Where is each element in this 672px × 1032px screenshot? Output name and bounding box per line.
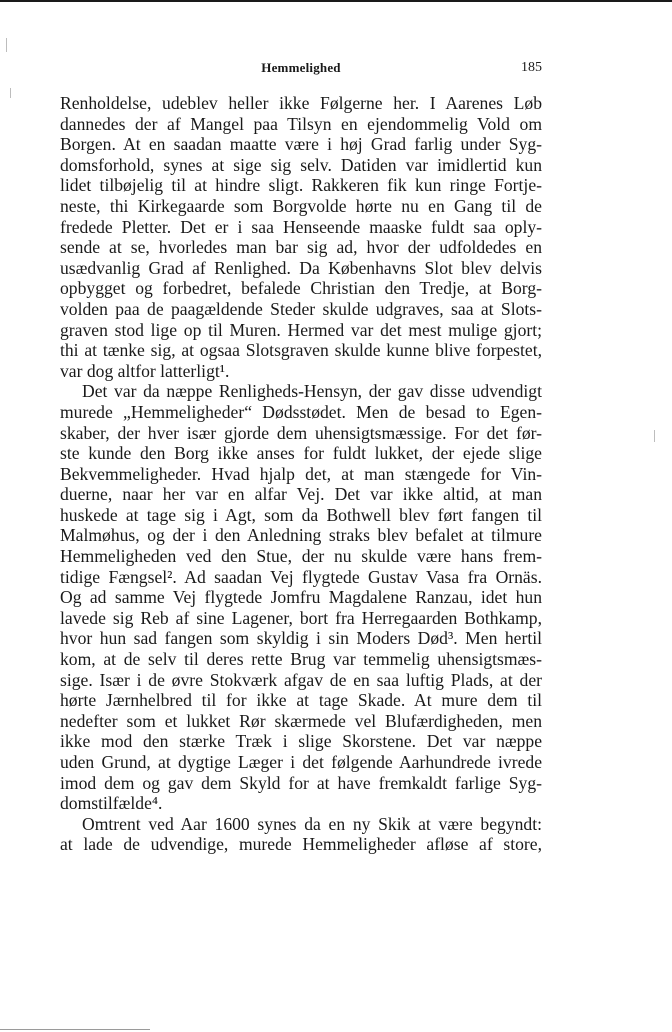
text-line: volden paa de paagældende Steder skulde udgraves, saa at Slots-	[60, 298, 542, 319]
running-head	[60, 60, 542, 78]
text-line: Renholdelse, udeblev heller ikke Følgerne her. I Aarenes Løb	[60, 93, 542, 113]
text-line: lavede sig Reb af sine Lagener, bort fra Herregaarden Bothkamp,	[60, 607, 542, 628]
scan-margin-mark	[6, 38, 7, 52]
paragraph-3	[60, 814, 542, 855]
text-line: hvor hun sad fangen som skyldig i sin Moders Død³. Men hertil	[60, 628, 542, 649]
text-line: dannedes der af Mangel paa Tilsyn en ejendommelig Vold om	[60, 113, 542, 134]
top-border-rule	[0, 0, 672, 2]
page-number: 185	[521, 60, 542, 75]
text-line: usædvanlig Grad af Renlighed. Da Københavns Slot blev delvis	[60, 257, 542, 278]
text-line: uden Grund, at dygtige Læger i det følgende Aarhundrede ivrede	[60, 752, 542, 772]
text-line: huskede at tage sig i Agt, som da Bothwell blev ført fangen til	[60, 504, 542, 525]
paragraph-1	[60, 93, 542, 381]
text-line: domsforhold, synes at sige sig selv. Datiden var imidlertid kun	[60, 154, 542, 175]
text-line: Og ad samme Vej flygtede Jomfru Magdalene Ranzau, idet hun	[60, 587, 542, 608]
text-line: neste, thi Kirkegaarde som Borgvolde hørte nu en Gang til de	[60, 195, 542, 216]
scan-margin-mark	[10, 88, 11, 98]
text-line: murede „Hemmeligheder“ Dødsstødet. Men de besad to Egen-	[60, 401, 542, 422]
text-line: Hemmeligheden ved den Stue, der nu skulde være hans frem-	[60, 546, 542, 567]
text-line: Det var da næppe Renligheds-Hensyn, der gav disse udvendigt	[82, 381, 542, 402]
text-line: ste kunde den Borg ikke anses for fuldt lukket, der ejede slige	[60, 443, 542, 464]
running-title: Hemmelighed	[261, 60, 341, 75]
text-line: skaber, der hver især gjorde dem uhensigtsmæssige. For det før-	[60, 422, 542, 443]
text-line: Malmøhus, og der i den Anledning straks blev befalet at tilmure	[60, 525, 542, 546]
text-line: sige. Især i de øvre Stokværk afgav de en saa luftig Plads, at der	[60, 669, 542, 690]
text-line: nedefter som et lukket Rør skærmede vel Blufærdigheden, men	[60, 710, 542, 731]
text-line: duerne, naar her var en alfar Vej. Det var ikke altid, at man	[60, 484, 542, 505]
bottom-edge-rule	[0, 1029, 150, 1030]
text-line: kom, at de selv til deres rette Brug var temmelig uhensigtsmæs-	[60, 649, 542, 670]
text-line: lidet tilbøjelig til at hindre sligt. Rakkeren fik kun ringe Fortje-	[60, 175, 542, 196]
paragraph-2	[60, 381, 542, 813]
text-line: graven stod lige op til Muren. Hermed var det mest mulige gjort;	[60, 319, 542, 340]
text-line: at lade de udvendige, murede Hemmeligheder afløse af store,	[60, 834, 542, 855]
text-line: domstilfælde⁴.	[60, 793, 163, 814]
text-line: opbygget og forbedret, befalede Christian den Tredje, at Borg-	[60, 278, 542, 299]
text-line: fredede Pletter. Det er i saa Henseende maaske fuldt saa oply-	[60, 216, 542, 237]
text-line: Omtrent ved Aar 1600 synes da en ny Skik at være begyndt:	[82, 813, 542, 834]
text-line: ikke mod den stærke Træk i slige Skorstene. Det var næppe	[60, 731, 542, 752]
text-line: var dog altfor latterligt¹.	[60, 360, 230, 381]
text-line: imod dem og gav dem Skyld for at have fremkaldt farlige Syg-	[60, 772, 542, 793]
text-line: hørte Jærnhelbred til for ikke at tage Skade. At mure dem til	[60, 690, 542, 711]
scan-margin-mark	[654, 430, 655, 442]
text-line: Bekvemmeligheder. Hvad hjalp det, at man stængede for Vin-	[60, 463, 542, 484]
text-line: sende at se, hvorledes man bar sig ad, hvor der udfoldedes en	[60, 237, 542, 258]
text-line: Borgen. At en saadan maatte være i høj Grad farlig under Syg-	[60, 134, 542, 155]
body-text	[60, 93, 542, 855]
text-line: tidige Fængsel². Ad saadan Vej flygtede Gustav Vasa fra Ornäs.	[60, 566, 542, 587]
text-line: thi at tænke sig, at ogsaa Slotsgraven skulde kunne blive forpestet,	[60, 340, 542, 361]
